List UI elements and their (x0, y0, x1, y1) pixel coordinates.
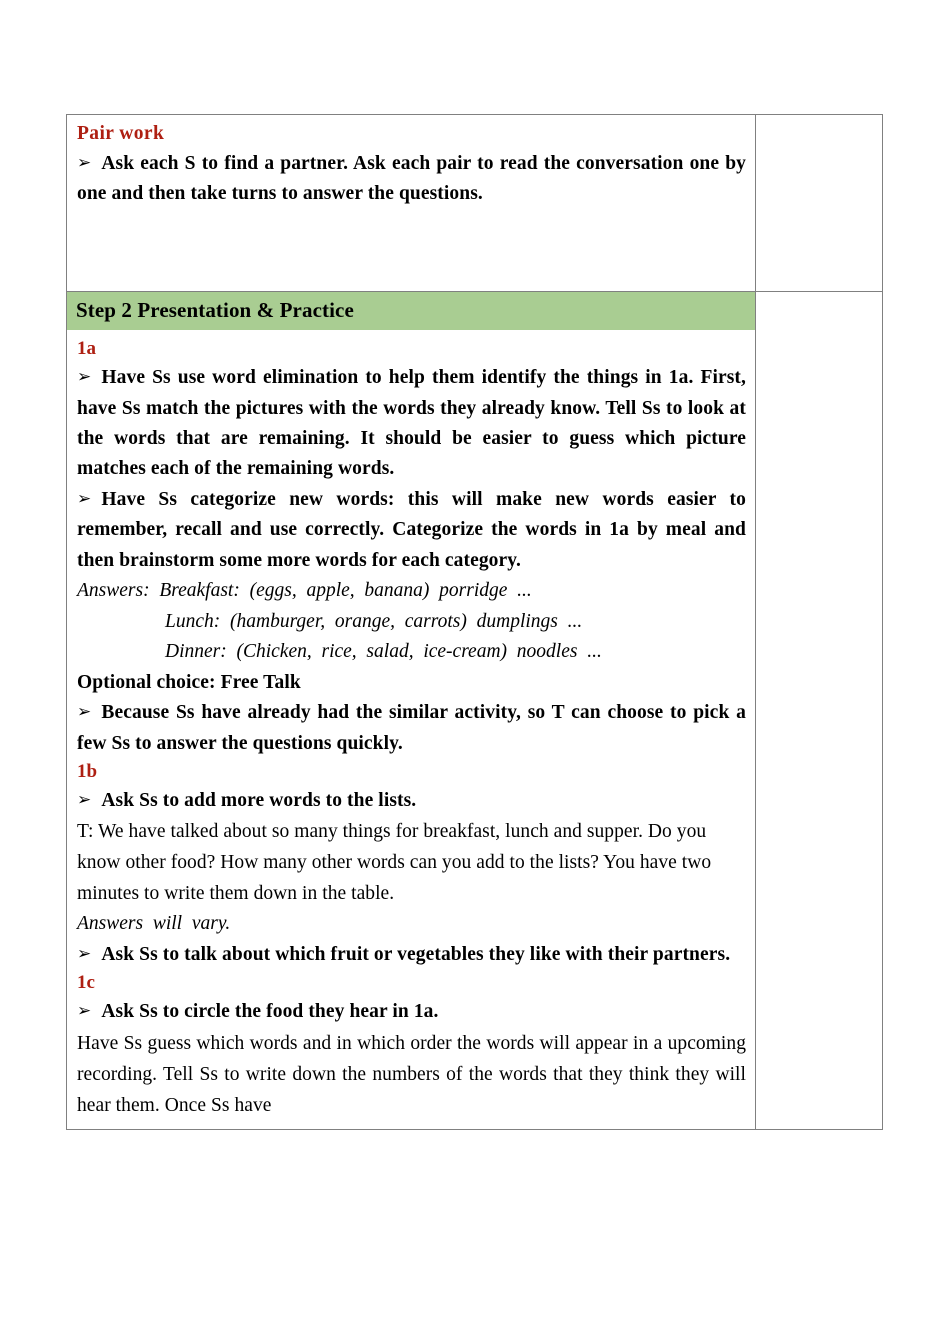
arrow-bullet-icon: ➢ (77, 152, 92, 173)
section-1b-bullet-1 (77, 786, 746, 816)
pair-work-cell (67, 115, 756, 292)
section-1c-bullet-1-text: Ask Ss to circle the food they hear in 1a. (101, 1001, 439, 1023)
cell-spacer (77, 209, 746, 283)
table-row-step-2 (67, 292, 883, 1130)
table-row-pair-work (67, 115, 883, 292)
section-label-1c: 1c (77, 972, 95, 994)
section-1a-optional-choice: Optional choice: Free Talk (77, 671, 301, 693)
section-1b-bullet-1-text: Ask Ss to add more words to the lists. (101, 790, 417, 812)
section-label-1a: 1a (77, 338, 96, 360)
section-1b-bullet-2-text: Ask Ss to talk about which fruit or vegetables they like with their partners. (101, 944, 731, 966)
pair-work-heading: Pair work (77, 123, 165, 144)
section-1b-answers-note: Answers will vary. (77, 913, 231, 935)
section-1c-bullet-1 (77, 997, 746, 1027)
arrow-bullet-icon: ➢ (77, 790, 92, 811)
arrow-bullet-icon: ➢ (77, 1001, 92, 1022)
section-1a-bullet-3 (77, 698, 746, 759)
pair-work-paragraph (77, 149, 746, 210)
section-1a-answers-line-3: Dinner: (Chicken, rice, salad, ice-cream) noodles ... (165, 641, 602, 663)
section-label-1b: 1b (77, 761, 98, 783)
arrow-bullet-icon: ➢ (77, 944, 92, 965)
pair-work-paragraph-text: Ask each S to find a partner. Ask each pair to read the conversation one by one and then take turns to answer the questions. (77, 152, 746, 204)
section-1b-bullet-2 (77, 940, 746, 970)
section-1a-bullet-1-text: Have Ss use word elimination to help them identify the things in 1a. First, have Ss match the pictures with the words they already know. Tell Ss to look at the words that are remaining. It should be easier to guess which picture matches each of the remaining words. (77, 367, 746, 480)
section-1a-bullet-3-text: Because Ss have already had the similar activity, so T can choose to pick a few Ss to answer the questions quickly. (77, 702, 746, 754)
step-2-banner-title: Step 2 Presentation & Practice (76, 298, 354, 323)
section-1a-answers-line-2: Lunch: (hamburger, orange, carrots) dumplings ... (165, 610, 583, 632)
section-1a-bullet-2-text: Have Ss categorize new words: this will make new words easier to remember, recall and use correctly. Categorize the words in 1a by meal and then brainstorm some more words for each category. (77, 488, 746, 571)
section-1c-body: Have Ss guess which words and in which order the words will appear in a upcoming recording. Tell Ss to write down the numbers of the words that they think they will hear them. Once Ss have (77, 1032, 746, 1116)
arrow-bullet-icon: ➢ (77, 367, 92, 388)
arrow-bullet-icon: ➢ (77, 702, 92, 723)
section-1a-answers-line-1: Answers: Breakfast: (eggs, apple, banana) porridge ... (77, 580, 532, 602)
step-2-banner (67, 292, 755, 330)
section-1a-bullet-2 (77, 485, 746, 576)
section-1a-bullet-1 (77, 363, 746, 485)
step-2-cell (67, 292, 756, 1130)
lesson-plan-table (66, 114, 883, 1130)
arrow-bullet-icon: ➢ (77, 488, 92, 509)
step-2-side-cell (756, 292, 883, 1130)
pair-work-side-cell (756, 115, 883, 292)
section-1b-teacher-script: T: We have talked about so many things for breakfast, lunch and supper. Do you know other food? How many other words can you add to the lists? You have two minutes to write them down in the table. (77, 821, 712, 905)
